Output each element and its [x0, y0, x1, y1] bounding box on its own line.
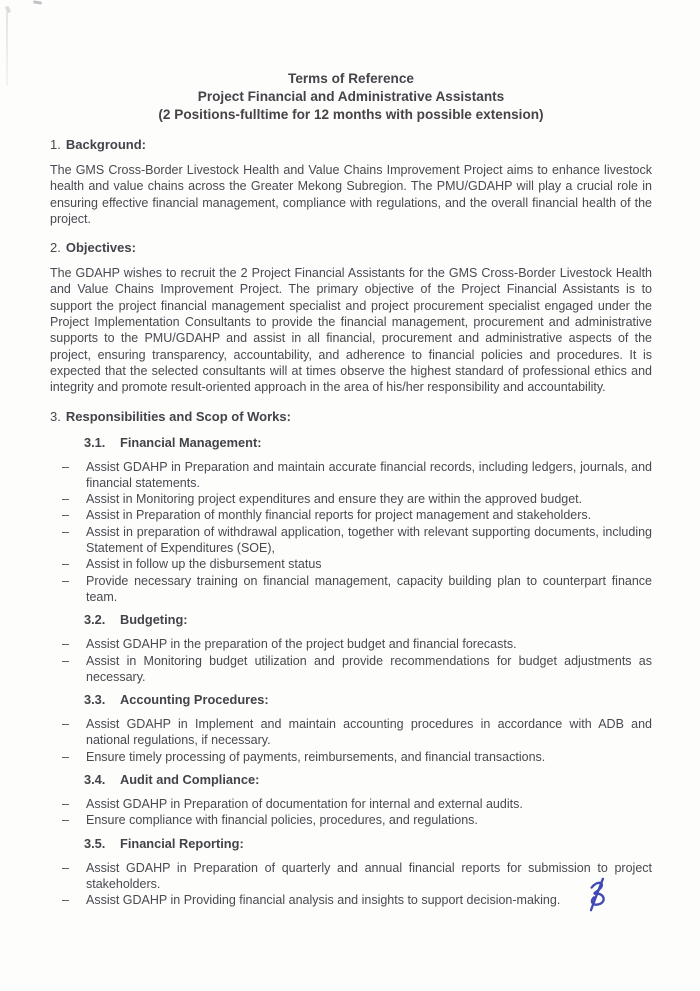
subsection-number: 3.3.: [84, 692, 106, 708]
bullet-text: Provide necessary training on financial management, capacity building plan to counterpart finance team.: [86, 573, 652, 604]
document-title-line: Project Financial and Administrative Assistants: [197, 89, 505, 104]
bullet-item: [50, 636, 652, 652]
subsection-heading: [50, 771, 652, 788]
subsection-number: 3.2.: [84, 612, 106, 628]
subsection-title: Accounting Procedures:: [120, 692, 269, 708]
bullet-text: Assist GDAHP in Implement and maintain accounting procedures in accordance with ADB and national regulations, if necessary.: [86, 717, 652, 748]
bullet-text: Ensure compliance with financial policies, procedures, and regulations.: [86, 813, 478, 828]
bullet-item: [50, 812, 652, 828]
scan-mark: [33, 0, 42, 5]
bullet-dash: –: [62, 813, 69, 828]
bullet-text: Assist in follow up the disbursement status: [86, 557, 322, 572]
section-title: Background:: [65, 137, 147, 152]
section-number: 3.: [50, 408, 61, 424]
section-number: 1.: [50, 137, 61, 152]
bullet-dash: –: [62, 717, 69, 732]
body-paragraph: The GDAHP wishes to recruit the 2 Project Financial Assistants for the GMS Cross-Border Livestock Health and Value Chains Improvement Project. The primary objective of the Project Financial Assistants is to support the project financial management specialist and project procurement specialist engaged under the Project Implementation Consultants to provide the financial management, procurement and administrative supports to the PMU/GDAHP and assist in all financial, procurement and administrative aspects of the project, ensuring transparency, accountability, and adherence to financial policies and procedures. It is expected that the selected consultants will at times observe the highest standard of professional ethics and integrity and promote result-oriented approach in the area of his/her responsibility and accountability.: [50, 266, 652, 395]
section-heading: [50, 136, 652, 153]
bullet-item: [50, 491, 652, 507]
section-heading: [50, 408, 652, 425]
bullet-item: [50, 556, 652, 572]
bullet-dash: –: [62, 797, 69, 812]
subsection-heading: [50, 611, 652, 628]
subsection-number: 3.4.: [84, 772, 106, 788]
subsection-title: Audit and Compliance:: [120, 772, 260, 788]
subsection-number: 3.1.: [84, 434, 106, 450]
bullet-item: [50, 892, 652, 908]
subsection-title: Budgeting:: [120, 612, 188, 628]
bullet-text: Assist GDAHP in Providing financial analysis and insights to support decision-making.: [86, 893, 561, 908]
handwritten-signature-mark: [582, 876, 611, 914]
bullet-item: [50, 573, 652, 606]
bullet-item: [50, 749, 652, 765]
bullet-text: Assist GDAHP in Preparation and maintain accurate financial records, including ledgers, journals, and financial statements.: [86, 459, 652, 490]
bullet-dash: –: [62, 492, 69, 507]
bullet-item: [50, 524, 652, 557]
bullet-item: [50, 507, 652, 523]
bullet-dash: –: [62, 749, 69, 764]
subsection-heading: [50, 691, 652, 708]
bullet-dash: –: [62, 893, 69, 908]
document-content: [50, 70, 652, 909]
subsection-title: Financial Reporting:: [120, 835, 244, 851]
bullet-item: [50, 716, 652, 749]
bullet-text: Assist in Monitoring project expenditures and ensure they are within the approved budget.: [86, 492, 583, 507]
section-title: Objectives:: [65, 240, 136, 256]
bullet-item: [50, 796, 652, 812]
bullet-text: Assist in preparation of withdrawal application, together with relevant supporting documents, including Statement of Expenditures (SOE),: [86, 524, 652, 556]
subsection-title: Financial Management:: [120, 434, 262, 450]
bullet-item: [50, 459, 652, 492]
bullet-text: Ensure timely processing of payments, reimbursements, and financial transactions.: [86, 749, 546, 764]
document-title: [50, 70, 652, 124]
subsection-heading: [50, 835, 652, 852]
bullet-dash: –: [62, 637, 69, 652]
body-paragraph: The GMS Cross-Border Livestock Health and Value Chains Improvement Project aims to enhance livestock health and value chains across the Greater Mekong Subregion. The PMU/GDAHP will play a crucial role in ensuring effective financial management, compliance with regulations, and the overall financial health of the project.: [50, 163, 652, 226]
bullet-dash: –: [62, 508, 69, 523]
bullet-dash: –: [62, 573, 69, 588]
bullet-text: Assist GDAHP in the preparation of the project budget and financial forecasts.: [86, 637, 517, 652]
section-title: Responsibilities and Scop of Works:: [65, 408, 291, 424]
bullet-dash: –: [62, 653, 69, 668]
bullet-text: Assist in Preparation of monthly financial reports for project management and stakeholders.: [86, 508, 592, 523]
bullet-text: Assist in Monitoring budget utilization and provide recommendations for budget adjustments as necessary.: [86, 653, 652, 684]
section-heading: [50, 239, 652, 256]
bullet-dash: –: [62, 860, 69, 875]
bullet-text: Assist GDAHP in Preparation of documentation for internal and external audits.: [86, 797, 523, 812]
subsection-heading: [50, 434, 652, 451]
document-title-line: Terms of Reference: [288, 71, 414, 86]
subsection-number: 3.5.: [84, 835, 106, 851]
bullet-item: [50, 653, 652, 686]
bullet-text: Assist GDAHP in Preparation of quarterly and annual financial reports for submission to project stakeholders.: [86, 860, 652, 891]
page-fold-line: [6, 12, 8, 86]
bullet-dash: –: [62, 459, 69, 474]
bullet-dash: –: [62, 524, 69, 539]
bullet-item: [50, 860, 652, 893]
bullet-dash: –: [62, 557, 69, 572]
section-number: 2.: [50, 240, 61, 256]
document-title-line: (2 Positions-fulltime for 12 months with possible extension): [158, 107, 544, 122]
